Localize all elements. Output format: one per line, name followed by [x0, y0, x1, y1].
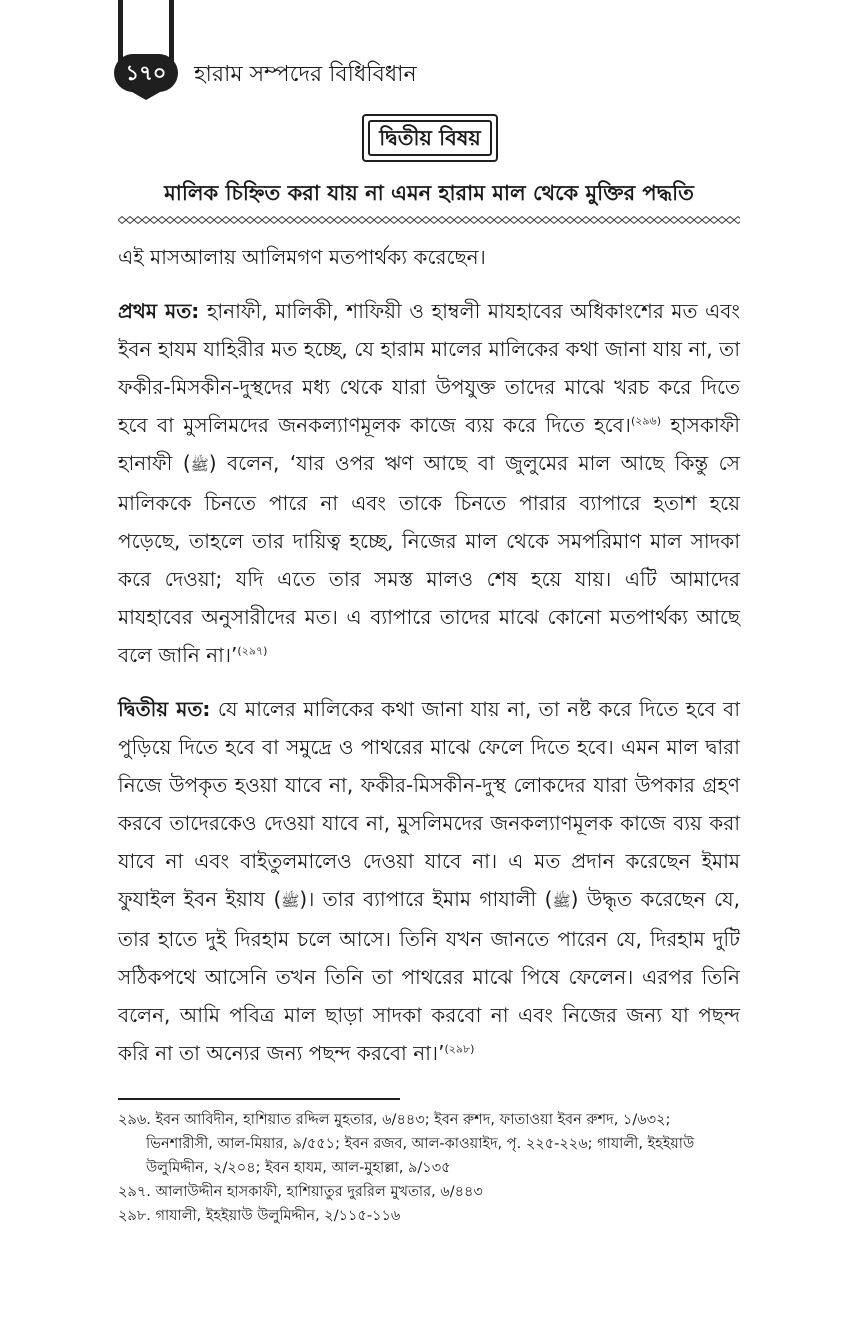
section-label: দ্বিতীয় বিষয়	[368, 120, 492, 156]
footnote-ref-296: (২৯৬)	[630, 414, 661, 428]
second-opinion-text-b: )। তার ব্যাপারে ইমাম গাযালী (	[299, 887, 553, 911]
section-label-box	[362, 114, 498, 162]
section-title: মালিক চিহ্নিত করা যায় না এমন হারাম মাল থেকে মুক্তির পদ্ধতি	[164, 181, 694, 205]
footnote-ref-297: (২৯৭)	[237, 644, 268, 658]
footnote-297: ২৯৭. আলাউদ্দীন হাসকাফী, হাশিয়াতুর দুররিল মুখতার, ৬/৪৪৩	[118, 1184, 483, 1200]
first-opinion-label: প্রথম মত:	[118, 299, 200, 323]
running-title: হারাম সম্পদের বিধিবিধান	[194, 62, 417, 87]
second-opinion-text-a: যে মালের মালিকের কথা জানা যায় না, তা নষ্ট করে দিতে হবে বা পুড়িয়ে দিতে হবে বা সমুদ্রে ও পাথরের মাঝে ফেলে দিতে হবে। এমন মাল দ্বারা নিজে উপকৃত হওয়া যাবে না, ফকীর-মিসকীন-দুস্থ লোকদের যারা উপকার গ্রহণ করবে তাদেরকেও দেওয়া যাবে না, মুসলিমদের জনকল্যাণমূলক কাজে ব্যয় করা যাবে না এবং বাইতুলমালেও দেওয়া যাবে না। এ মত প্রদান করেছেন ইমাম ফুযাইল ইবন ইয়ায (	[118, 697, 740, 911]
first-opinion-paragraph	[118, 292, 740, 674]
first-opinion-text-b: হাসকাফী হানাফী (	[118, 413, 740, 475]
footnote-298: ২৯৮. গাযালী, ইহইয়াউ উলুমিদ্দীন, ২/১১৫-১১৬	[118, 1208, 401, 1224]
second-opinion-label: দ্বিতীয় মত:	[118, 697, 211, 721]
page-number: ১৭০	[114, 54, 178, 92]
second-opinion-paragraph	[118, 690, 740, 1072]
first-opinion-text-a: হানাফী, মালিকী, শাফিয়ী ও হাম্বলী মাযহাবের অধিকাংশের মত এবং ইবন হাযম যাহিরীর মত হচ্ছে, যে হারাম মালের মালিকের কথা জানা যায় না, তা ফকীর-মিসকীন-দুস্থদের মধ্য থেকে যারা উপযুক্ত তাদের মাঝে খরচ করে দিতে হবে বা মুসলিমদের জনকল্যাণমূলক কাজে ব্যয় করে দিতে হবে।	[118, 299, 740, 437]
footnote-rule	[118, 1098, 400, 1100]
honorific-symbol: ﷺ	[552, 892, 571, 910]
main-text	[118, 238, 740, 1072]
intro-paragraph: এই মাসআলায় আলিমগণ মতপার্থক্য করেছেন।	[118, 245, 486, 269]
first-opinion-text-c: ) বলেন, ‘যার ওপর ঋণ আছে বা জুলুমের মাল আছে কিন্তু সে মালিককে চিনতে পারে না এবং তাকে চিনতে পারার ব্যাপারে হতাশ হয়ে পড়েছে, তাহলে তার দায়িত্ব হচ্ছে, নিজের মাল থেকে সমপরিমাণ মাল সাদকা করে দেওয়া; যদি এতে তার সমস্ত মালও শেষ হয়ে যায়। এটি আমাদের মাযহাবের অনুসারীদের মত। এ ব্যাপারে তাদের মাঝে কোনো মতপার্থক্য আছে বলে জানি না।’	[118, 451, 740, 667]
honorific-symbol: ﷺ	[281, 892, 300, 910]
second-opinion-text-c: ) উদ্ধৃত করেছেন যে, তার হাতে দুই দিরহাম চলে আসে। তিনি যখন জানতে পারেন যে, দিরহাম দুটি সঠিকপথে আসেনি তখন তিনি তা পাথরের মাঝে পিষে ফেলেন। এরপর তিনি বলেন, আমি পবিত্র মাল ছাড়া সাদকা করবো না এবং নিজের জন্য যা পছন্দ করি না তা অন্যের জন্য পছন্দ করবো না।’	[118, 887, 741, 1065]
footnote-ref-298: (২৯৮)	[444, 1042, 475, 1056]
footnotes	[118, 1108, 740, 1228]
footnote-296: ২৯৬. ইবন আবিদীন, হাশিয়াত রদ্দিল মুহতার, ৬/৪৪৩; ইবন রুশদ, ফাতাওয়া ইবন রুশদ, ১/৬৩২; ভিনশারীসী, আল-মিয়ার, ৯/৫৫১; ইবন রজব, আল-কাওয়াইদ, পৃ. ২২৫-২২৬; গাযালী, ইহইয়াউ উলুমিদ্দীন, ২/২০৪; ইবন হাযম, আল-মুহাল্লা, ৯/১৩৫	[118, 1112, 695, 1176]
ornament-divider	[118, 214, 740, 226]
honorific-symbol: ﷺ	[190, 456, 209, 474]
